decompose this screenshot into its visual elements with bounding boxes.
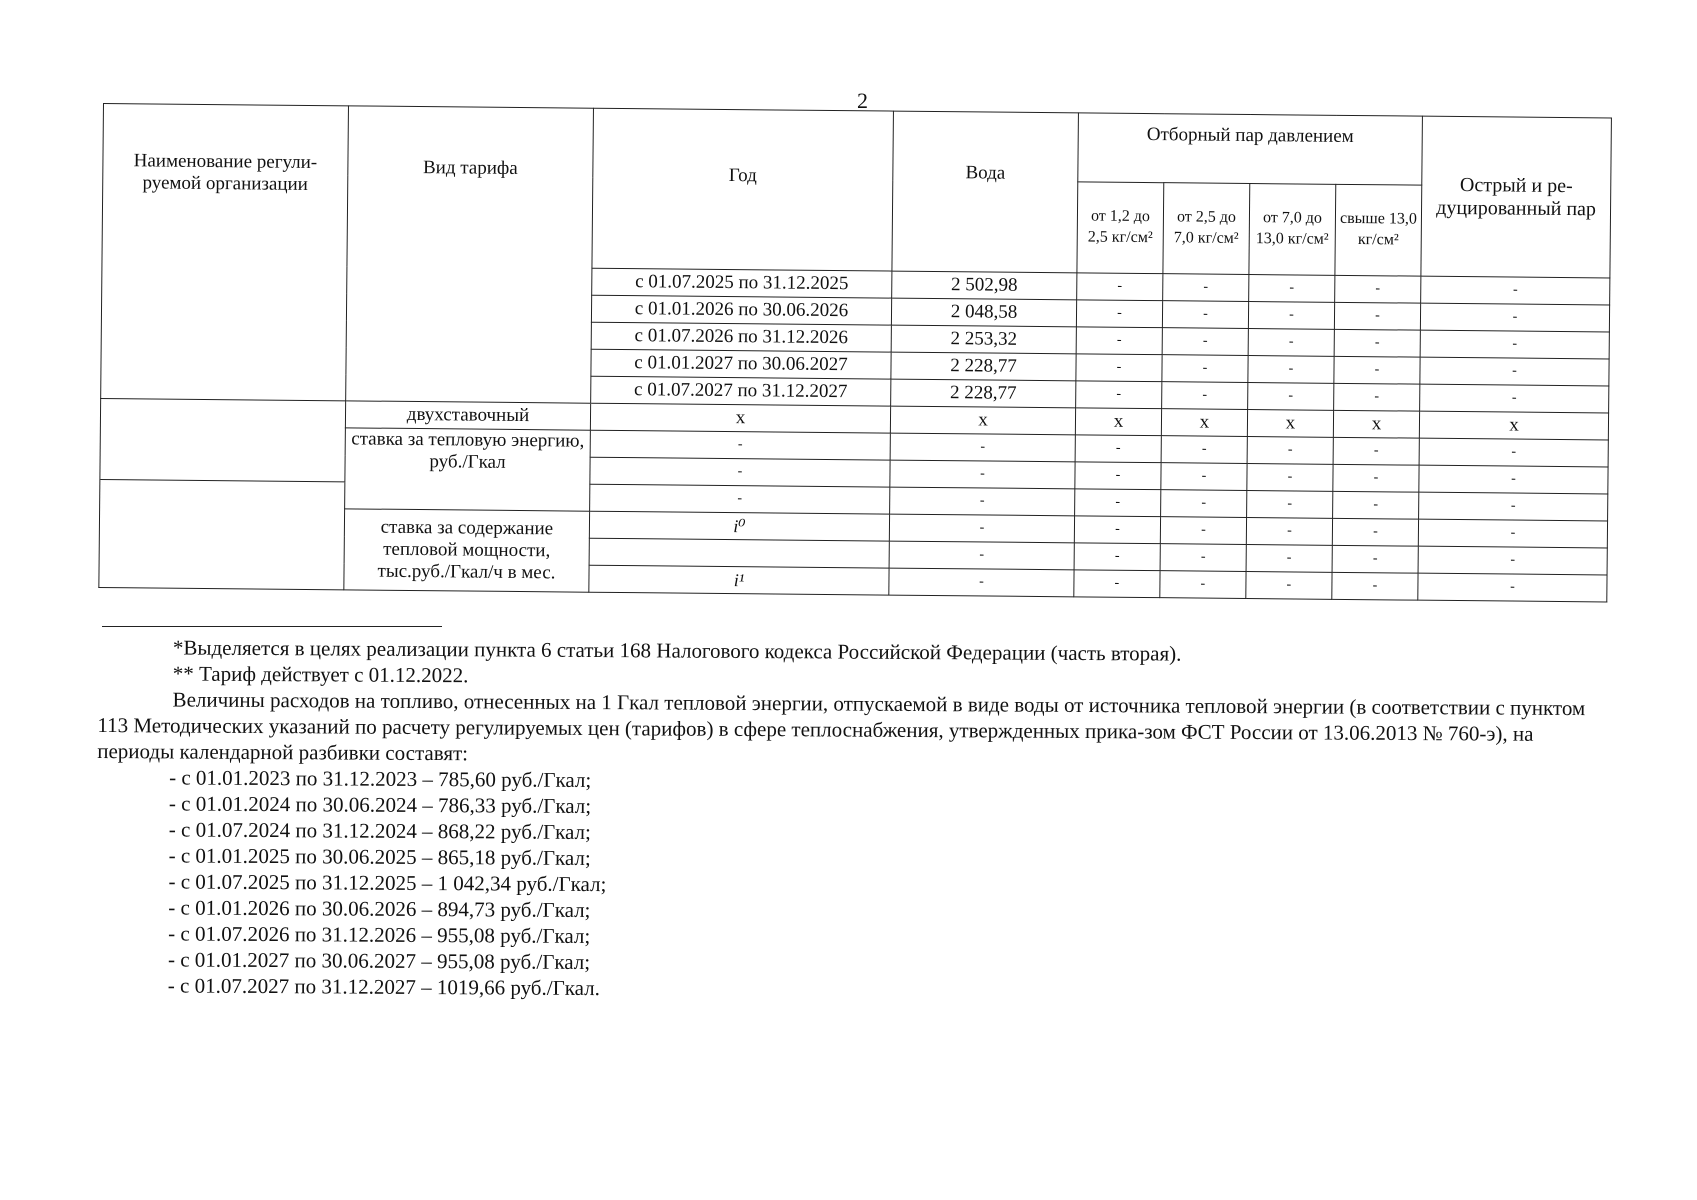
header-vid: Вид тарифа: [346, 106, 594, 403]
list-item: - с 01.01.2026 по 30.06.2026 – 894,73 руб./Гкал;: [168, 895, 591, 923]
dash-cell: -: [890, 487, 1075, 516]
list-item: - с 01.01.2027 по 30.06.2027 – 955,08 руб./Гкал;: [167, 947, 591, 975]
dash-cell: -: [1419, 492, 1608, 521]
dash-cell: -: [1420, 357, 1609, 386]
fuel-list: [96, 764, 1597, 1007]
dash-cell: -: [1074, 516, 1160, 544]
dash-cell: -: [1161, 436, 1247, 464]
dash-cell: -: [890, 460, 1075, 489]
dash-cell: -: [889, 514, 1074, 543]
i1-cell: i¹: [589, 565, 889, 595]
dash-cell: -: [1163, 274, 1249, 302]
dash-cell: -: [1333, 437, 1419, 465]
dash-cell: -: [1246, 571, 1332, 599]
dash-cell: -: [1074, 570, 1160, 598]
header-otb-sub-3: от 7,0 до 13,0 кг/см²: [1249, 184, 1336, 276]
dash-cell: -: [1160, 571, 1246, 599]
stavka-energy-cell: ставка за тепловую энергию, руб./Гкал: [345, 428, 591, 511]
year-cell: с 01.07.2025 по 31.12.2025: [592, 268, 892, 298]
org-blank: [100, 398, 346, 481]
header-god: Год: [592, 108, 894, 271]
dash-cell: -: [1418, 519, 1607, 548]
dash-cell: -: [1334, 329, 1420, 357]
list-item: - с 01.01.2023 по 31.12.2023 – 785,60 руб./Гкал;: [169, 765, 592, 793]
dash-cell: -: [590, 457, 890, 487]
list-item: - с 01.07.2024 по 31.12.2024 – 868,22 руб./Гкал;: [168, 817, 591, 845]
dash-cell: -: [1160, 544, 1246, 572]
dash-cell: -: [1076, 354, 1162, 382]
dvuh-cell: двухставочный: [345, 401, 590, 430]
footnote-divider: [102, 626, 442, 627]
x-cell: x: [590, 403, 890, 433]
stavka-power-cell: ставка за содержание тепловой мощности, тыс.руб./Гкал/ч в мес.: [344, 509, 590, 592]
dash-cell: -: [1248, 302, 1334, 330]
dash-cell: -: [1076, 381, 1162, 409]
dash-cell: -: [1333, 464, 1419, 492]
dash-cell: -: [1075, 489, 1161, 517]
dash-cell: -: [1420, 384, 1609, 413]
dash-cell: -: [1248, 329, 1334, 357]
dash-cell: -: [1419, 465, 1608, 494]
dash-cell: -: [1247, 437, 1333, 465]
dash-cell: -: [889, 541, 1074, 570]
dash-cell: -: [1334, 302, 1420, 330]
dash-cell: -: [1418, 573, 1607, 602]
header-otb: Отборный пар давлением: [1078, 113, 1423, 185]
dash-cell: -: [1332, 518, 1418, 546]
org-blank-2: [99, 479, 345, 589]
list-item: - с 01.07.2027 по 31.12.2027 – 1019,66 руб./Гкал.: [167, 973, 600, 1001]
list-item: - с 01.01.2025 по 30.06.2025 – 865,18 руб./Гкал;: [168, 843, 591, 871]
dash-cell: -: [1249, 275, 1335, 303]
dash-cell: -: [1334, 383, 1420, 411]
footnote-1: *Выделяется в целях реализации пункта 6 статьи 168 Налогового кодекса Российской Федерации (часть вторая).: [172, 635, 1182, 666]
year-cell: с 01.01.2027 по 30.06.2027: [591, 349, 891, 379]
year-cell: с 01.01.2026 по 30.06.2026: [591, 295, 891, 325]
dash-cell: -: [1247, 490, 1333, 518]
tariff-table: [98, 103, 1612, 602]
x-cell: x: [1247, 410, 1333, 438]
dash-cell: -: [590, 430, 890, 460]
dash-cell: -: [1248, 356, 1334, 384]
blank-cell: [589, 538, 889, 568]
x-cell: x: [1333, 410, 1419, 438]
voda-cell: 2 253,32: [891, 325, 1076, 354]
footnote-2: ** Тариф действует с 01.12.2022.: [172, 661, 469, 688]
dash-cell: -: [1246, 517, 1332, 545]
dash-cell: -: [1074, 543, 1160, 571]
dash-cell: -: [1420, 330, 1609, 359]
header-org: Наименование регули-руемой организации: [101, 104, 349, 401]
list-item: - с 01.07.2026 по 31.12.2026 – 955,08 руб./Гкал;: [168, 921, 591, 949]
list-item: - с 01.01.2024 по 30.06.2024 – 786,33 руб./Гкал;: [168, 791, 592, 819]
voda-cell: 2 228,77: [891, 379, 1076, 408]
dash-cell: -: [1076, 327, 1162, 355]
dash-cell: -: [1162, 382, 1248, 410]
dash-cell: -: [1247, 463, 1333, 491]
dash-cell: -: [1334, 356, 1420, 384]
header-otb-sub-1: от 1,2 до 2,5 кг/см²: [1077, 182, 1164, 274]
x-cell: x: [890, 406, 1075, 435]
header-ostr: Острый и ре-дуцированный пар: [1421, 116, 1612, 278]
fuel-paragraph: Величины расходов на топливо, отнесенных на 1 Гкал тепловой энергии, отпускаемой в виде воды от источника тепловой энергии (в соответствии с пунктом 113 Методических указаний по расчету регулируемых цен (тарифов) в сфере теплоснабжения, утвержденных прика-зом ФСТ России от 13.06.2013 № 760-э), на периоды календарной разбивки составят:: [97, 687, 1586, 766]
year-cell: с 01.07.2027 по 31.12.2027: [591, 376, 891, 406]
x-cell: x: [1161, 409, 1247, 437]
dash-cell: -: [1248, 383, 1334, 411]
year-cell: с 01.07.2026 по 31.12.2026: [591, 322, 891, 352]
dash-cell: -: [1075, 462, 1161, 490]
dash-cell: -: [1077, 273, 1163, 301]
dash-cell: -: [1332, 545, 1418, 573]
dash-cell: -: [1161, 463, 1247, 491]
x-cell: x: [1419, 411, 1608, 440]
header-otb-sub-4: свыше 13,0 кг/см²: [1335, 184, 1422, 276]
dash-cell: -: [1162, 328, 1248, 356]
dash-cell: -: [889, 568, 1074, 597]
voda-cell: 2 502,98: [892, 271, 1077, 300]
dash-cell: -: [1420, 303, 1609, 332]
dash-cell: -: [1421, 276, 1610, 305]
dash-cell: -: [1160, 517, 1246, 545]
list-item: - с 01.07.2025 по 31.12.2025 – 1 042,34 руб./Гкал;: [168, 869, 607, 897]
page-number: 2: [857, 88, 868, 113]
dash-cell: -: [1333, 491, 1419, 519]
dash-cell: -: [1419, 438, 1608, 467]
notes-section: [96, 634, 1598, 1007]
voda-cell: 2 048,58: [891, 298, 1076, 327]
dash-cell: -: [890, 433, 1075, 462]
dash-cell: -: [1162, 355, 1248, 383]
dash-cell: -: [1075, 435, 1161, 463]
dash-cell: -: [1076, 300, 1162, 328]
dash-cell: -: [590, 484, 890, 514]
dash-cell: -: [1335, 275, 1421, 303]
header-otb-sub-2: от 2,5 до 7,0 кг/см²: [1163, 183, 1250, 275]
x-cell: x: [1075, 408, 1161, 436]
dash-cell: -: [1332, 572, 1418, 600]
header-voda: Вода: [892, 111, 1079, 273]
i0-cell: i⁰: [589, 511, 889, 541]
dash-cell: -: [1162, 301, 1248, 329]
dash-cell: -: [1161, 490, 1247, 518]
dash-cell: -: [1418, 546, 1607, 575]
voda-cell: 2 228,77: [891, 352, 1076, 381]
dash-cell: -: [1246, 544, 1332, 572]
